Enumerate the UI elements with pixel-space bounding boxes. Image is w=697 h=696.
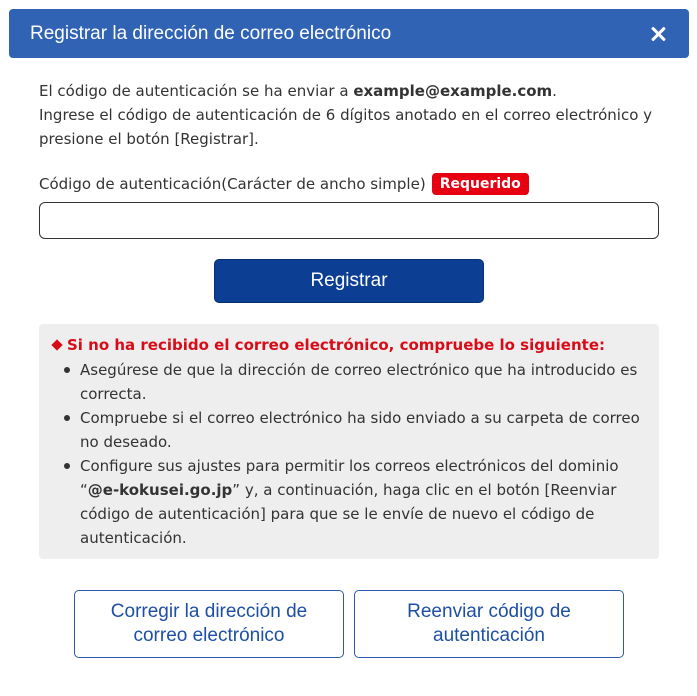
dialog-title: Registrar la dirección de correo electrónico — [30, 22, 392, 44]
notice-list — [51, 358, 645, 550]
notice-item3-suffix: ” y, a continuación, haga clic en el botón [Reenviar código de autenticación] para que se le envíe de nuevo el código de autenticación. — [80, 481, 617, 547]
resend-code-button[interactable]: Reenviar código de autenticación — [354, 590, 624, 658]
intro-text — [39, 79, 659, 151]
auth-code-input[interactable] — [39, 202, 659, 239]
notice-domain: @e-kokusei.go.jp — [87, 481, 233, 499]
notice-item — [51, 454, 645, 550]
notice-box — [39, 324, 659, 559]
code-field-label-row — [39, 172, 529, 196]
intro-email: example@example.com — [353, 82, 553, 100]
code-field-label: Código de autenticación(Carácter de ancho simple) — [39, 175, 426, 193]
notice-title-text: Si no ha recibido el correo electrónico, compruebe lo siguiente: — [67, 336, 606, 354]
intro-line2: Ingrese el código de autenticación de 6 dígitos anotado en el correo electrónico y presione el botón [Registrar]. — [39, 106, 653, 148]
required-badge: Requerido — [432, 173, 529, 195]
register-button[interactable]: Registrar — [214, 259, 484, 303]
intro-line1-prefix: El código de autenticación se ha enviar a — [39, 82, 354, 100]
dialog-header — [9, 9, 689, 58]
correct-email-button[interactable]: Corregir la dirección de correo electrónico — [74, 590, 344, 658]
notice-item: Asegúrese de que la dirección de correo electrónico que ha introducido es correcta. — [51, 358, 645, 406]
notice-title — [51, 334, 645, 356]
intro-line1-suffix: . — [552, 82, 557, 100]
notice-item3-prefix: Configure sus ajustes para permitir los correos electrónicos del dominio “ — [80, 457, 619, 499]
notice-item: Compruebe si el correo electrónico ha sido enviado a su carpeta de correo no deseado. — [51, 406, 645, 454]
close-icon[interactable] — [647, 23, 669, 45]
diamond-bullet-icon — [51, 339, 62, 350]
